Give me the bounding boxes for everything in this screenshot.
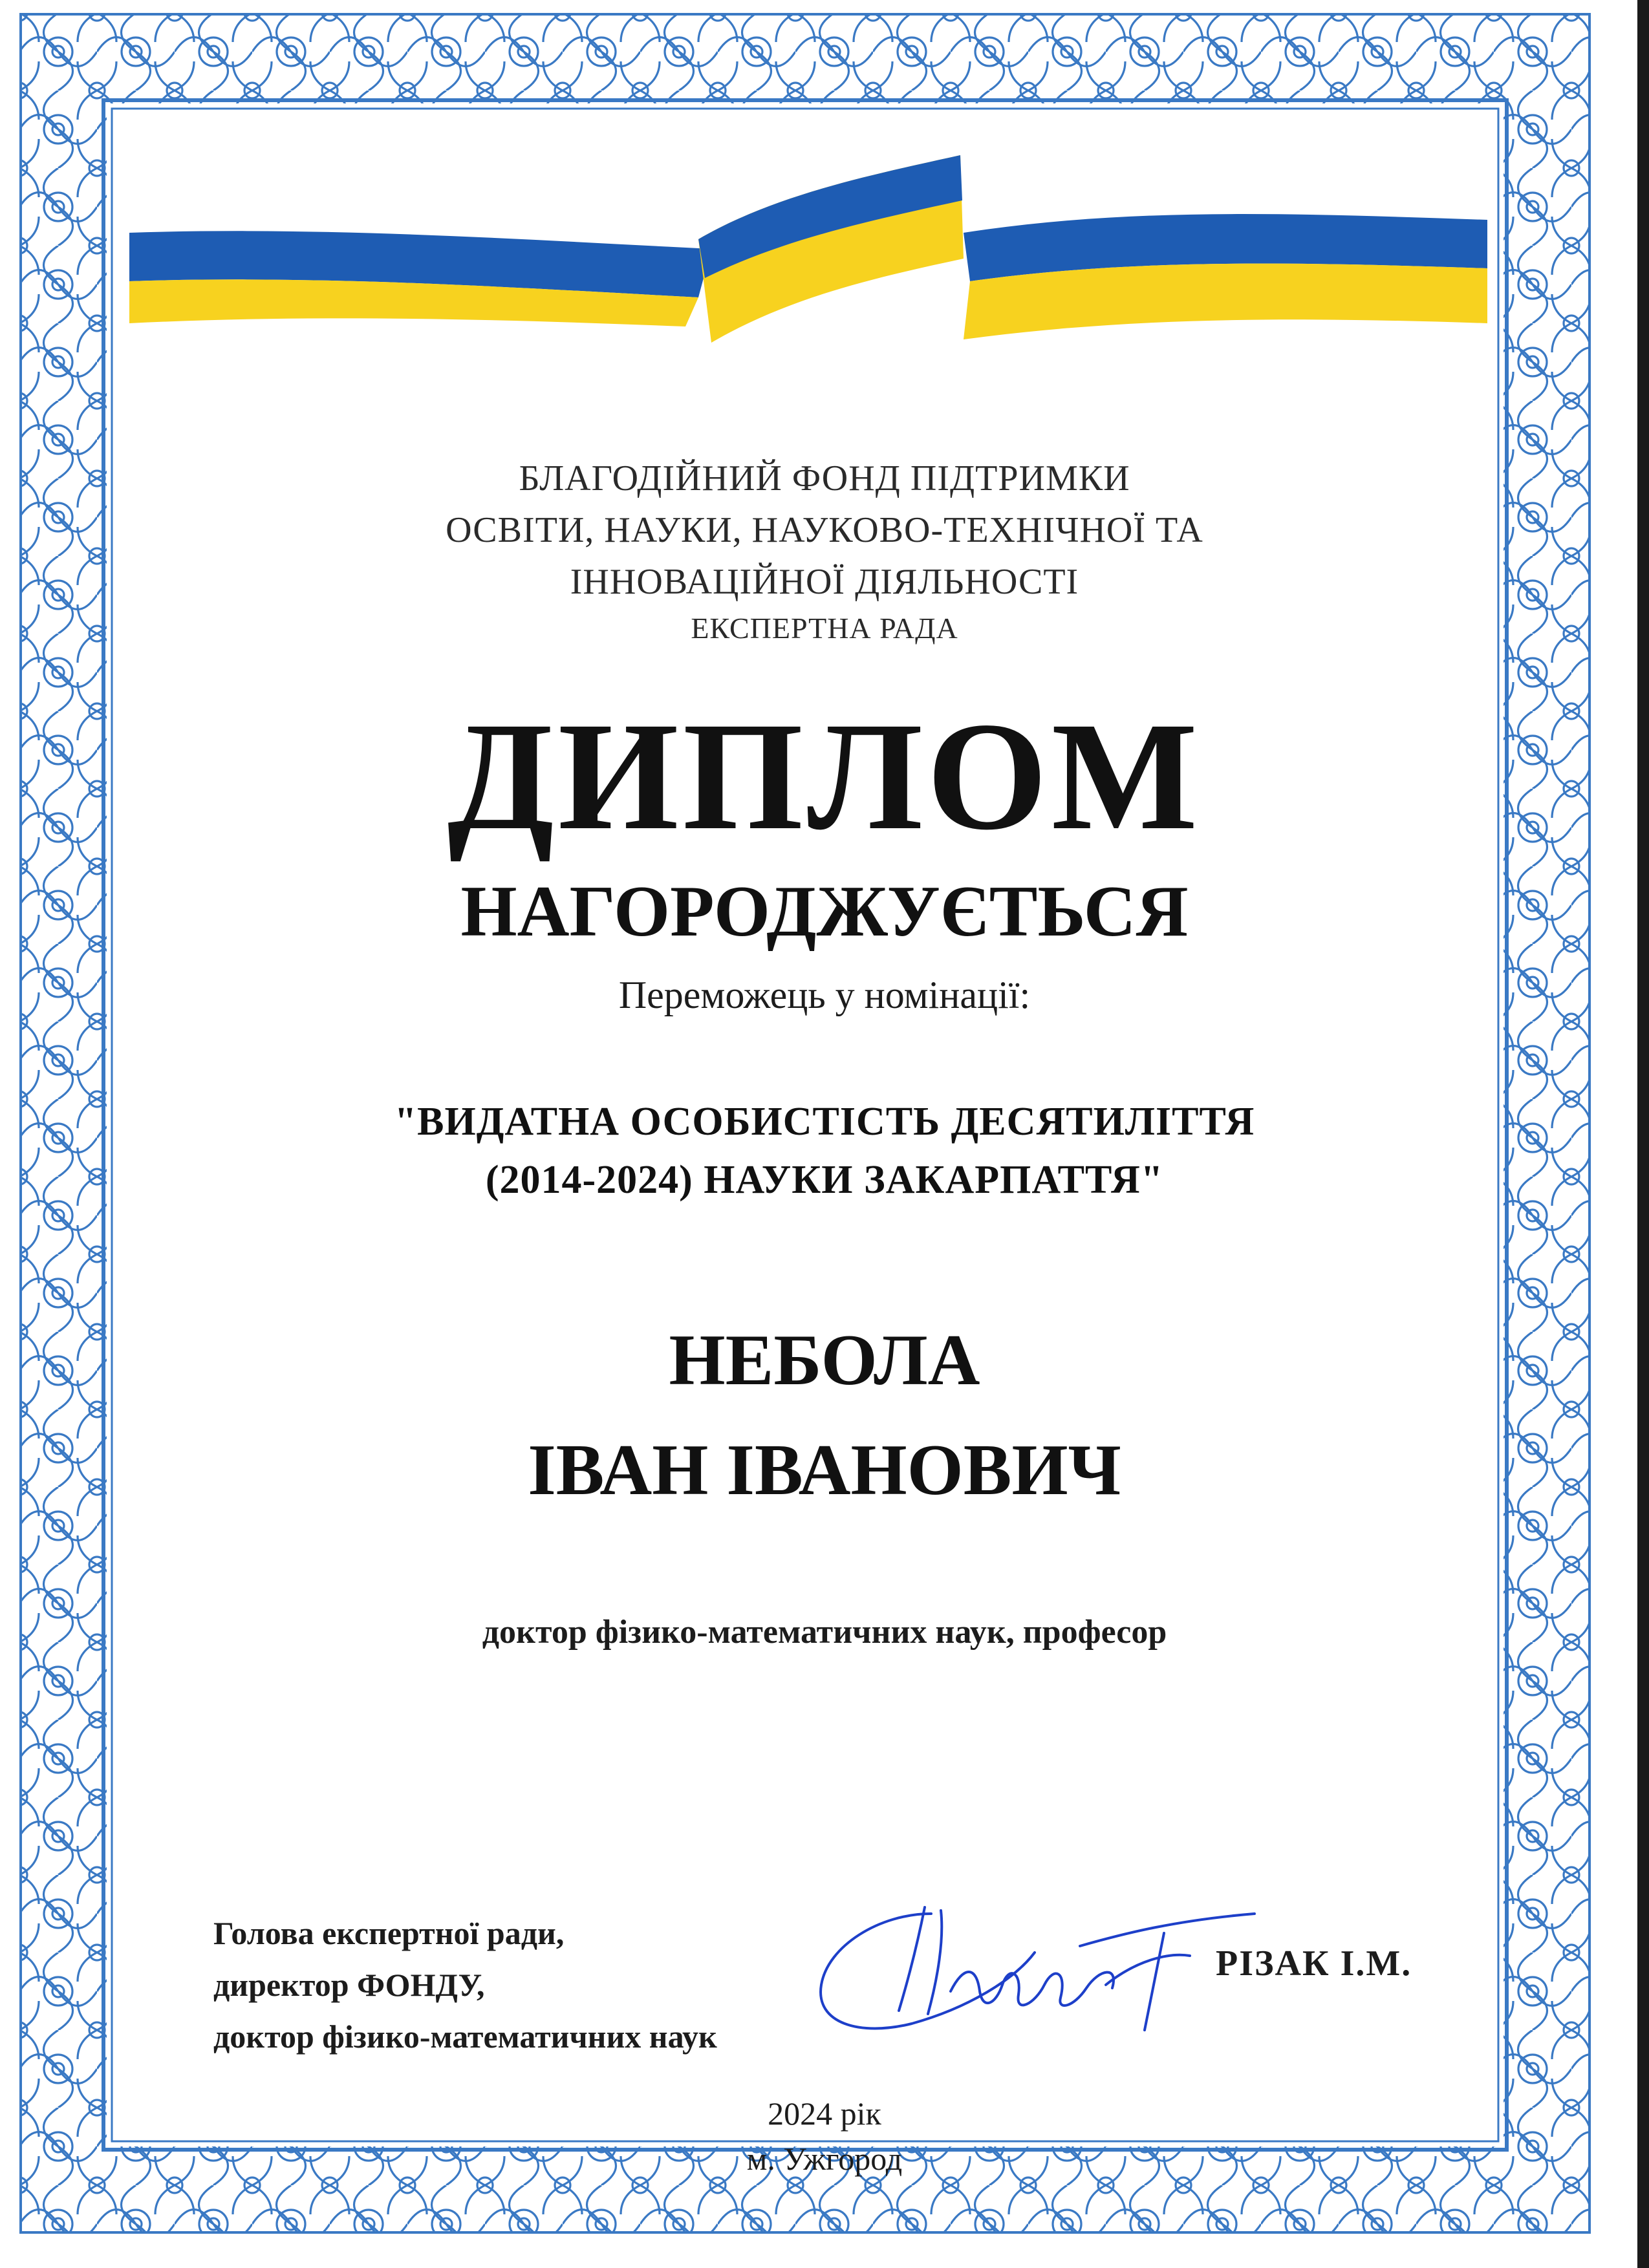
awarded-heading: НАГОРОДЖУЄТЬСЯ [460,872,1189,952]
organization-name [0,453,1649,608]
handwritten-signature [802,1875,1267,2056]
nomination-line: "ВИДАТНА ОСОБИСТІСТЬ ДЕСЯТИЛІТТЯ [394,1100,1255,1144]
signatory-line: доктор фізико-математичних наук [213,2018,717,2055]
organization-line: ІННОВАЦІЙНОЇ ДІЯЛЬНОСТІ [570,562,1079,602]
issue-year: 2024 рік [768,2095,881,2132]
signatory-title [213,1907,717,2062]
nomination-title [0,1093,1649,1209]
issue-city: м. Ужгород [746,2141,903,2177]
signatory-line: Голова експертної ради, [213,1915,565,1951]
signatory-line: директор ФОНДУ, [213,1967,485,2003]
signatory-name: РІЗАК І.М. [1216,1943,1412,1984]
nomination-line: (2014-2024) НАУКИ ЗАКАРПАТТЯ" [485,1158,1164,1202]
recipient-degree: доктор фізико-математичних наук, професор [482,1614,1167,1651]
organization-line: БЛАГОДІЙНИЙ ФОНД ПІДТРИМКИ [519,458,1130,498]
recipient-first-names: ІВАН ІВАНОВИЧ [528,1430,1121,1510]
flag-ribbon [129,129,1487,401]
diploma-title: ДИПЛОМ [447,690,1202,862]
organization-line: ОСВІТИ, НАУКИ, НАУКОВО-ТЕХНІЧНОЇ ТА [446,510,1203,550]
council-name: ЕКСПЕРТНА РАДА [691,612,958,645]
nomination-label: Переможець у номінації: [618,974,1031,1016]
recipient-last-name: НЕБОЛА [669,1320,980,1400]
